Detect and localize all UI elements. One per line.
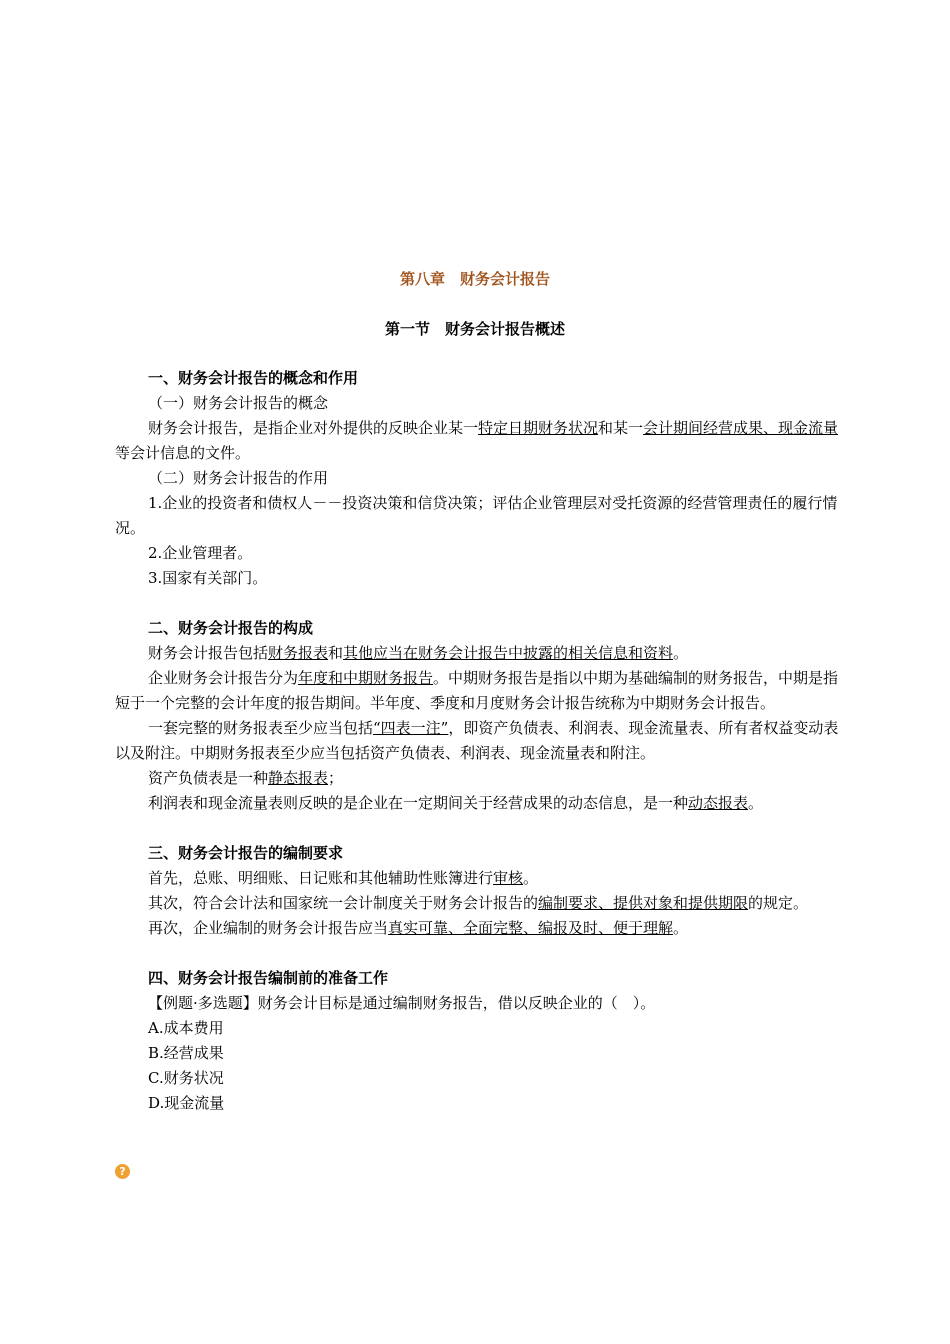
list-item-3: 3.国家有关部门。: [148, 569, 268, 587]
heading-1: 一、财务会计报告的概念和作用: [148, 369, 359, 387]
paragraph-3-2: 其次，符合会计法和国家统一会计制度关于财务会计报告的编制要求、提供对象和提供期限的规定。: [148, 894, 809, 912]
list-item-2: 2.企业管理者。: [148, 544, 253, 562]
example-question: 【例题·多选题】财务会计目标是通过编制财务报告，借以反映企业的（ ）。: [148, 994, 656, 1012]
option-d: D.现金流量: [148, 1094, 225, 1112]
option-a: A.成本费用: [148, 1019, 224, 1037]
help-icon[interactable]: ?: [115, 1164, 130, 1179]
heading-4: 四、财务会计报告编制前的准备工作: [148, 969, 389, 987]
heading-3: 三、财务会计报告的编制要求: [148, 844, 344, 862]
option-b: B.经营成果: [148, 1044, 224, 1062]
paragraph-2-4: 资产负债表是一种静态报表；: [148, 769, 344, 787]
section-title: 第一节 财务会计报告概述: [384, 320, 565, 338]
heading-2: 二、财务会计报告的构成: [148, 619, 314, 637]
option-c: C.财务状况: [148, 1069, 224, 1087]
document-body: [115, 366, 845, 1116]
paragraph-3-1: 首先，总账、明细账、日记账和其他辅助性账簿进行审核。: [148, 869, 539, 887]
subheading-1-1: （一）财务会计报告的概念: [148, 394, 329, 412]
paragraph-2-2: 企业财务会计报告分为年度和中期财务报告。中期财务报告是指以中期为基础编制的财务报告，中期是指短于一个完整的会计年度的报告期间。半年度、季度和月度财务会计报告统称为中期财务会计报告。: [115, 669, 839, 712]
definition-paragraph: 财务会计报告，是指企业对外提供的反映企业某一特定日期财务状况和某一会计期间经营成果、现金流量等会计信息的文件。: [115, 419, 839, 462]
chapter-title: 第八章 财务会计报告: [399, 270, 550, 288]
paragraph-2-1: 财务会计报告包括财务报表和其他应当在财务会计报告中披露的相关信息和资料。: [148, 644, 689, 662]
paragraph-3-3: 再次，企业编制的财务会计报告应当真实可靠、全面完整、编报及时、便于理解。: [148, 919, 689, 937]
subheading-1-2: （二）财务会计报告的作用: [148, 469, 329, 487]
paragraph-2-3: 一套完整的财务报表至少应当包括“四表一注”，即资产负债表、利润表、现金流量表、所有者权益变动表以及附注。中期财务报表至少应当包括资产负债表、利润表、现金流量表和附注。: [115, 719, 839, 762]
paragraph-2-5: 利润表和现金流量表则反映的是企业在一定期间关于经营成果的动态信息，是一种动态报表。: [148, 794, 764, 812]
list-item-1: 1.企业的投资者和债权人－－投资决策和信贷决策；评估企业管理层对受托资源的经营管理责任的履行情况。: [115, 494, 838, 537]
